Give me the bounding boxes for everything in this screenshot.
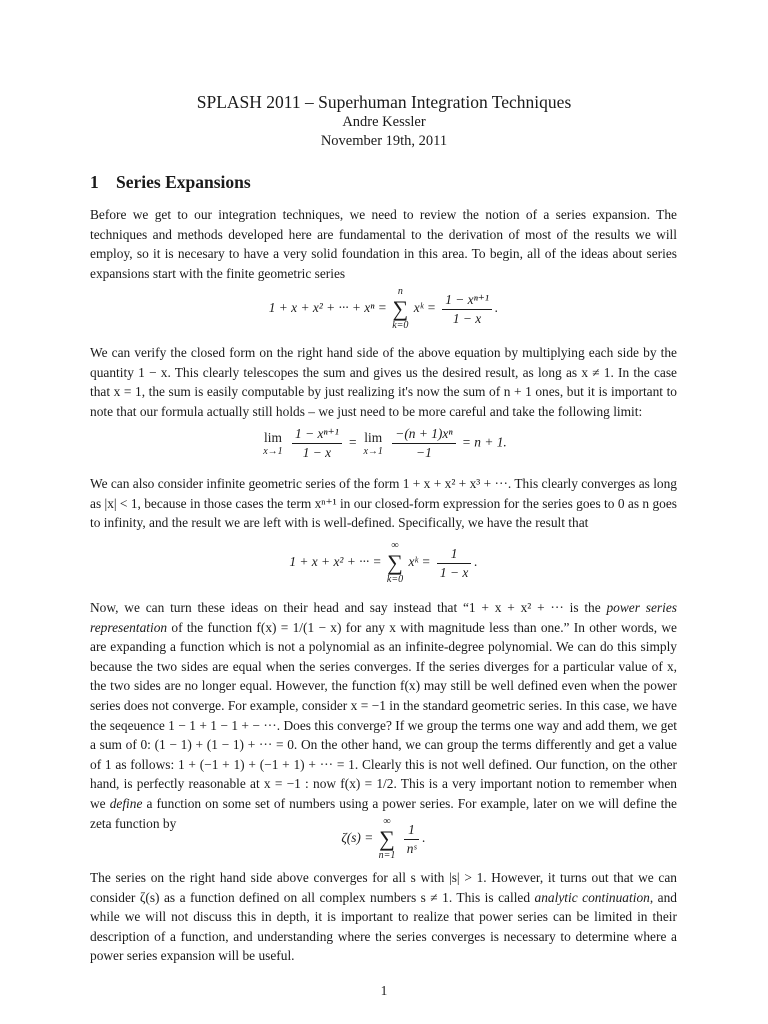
eq2-lim-sub: x→1: [263, 446, 283, 457]
eq4-sum-top: ∞: [383, 816, 391, 827]
eq3-sum-top: ∞: [391, 540, 399, 551]
eq1-numerator: 1 − xⁿ⁺¹: [442, 292, 492, 310]
eq1-sum-bottom: k=0: [392, 320, 409, 331]
p4-emphasis-power-series: power series representation: [90, 600, 677, 635]
document-title: SPLASH 2011 – Superhuman Integration Techniques: [196, 92, 572, 112]
p4-text-a: Now, we can turn these ideas on their head and say instead that “1 + x + x² + ··· is the: [90, 600, 607, 615]
p5-text-a: The series on the right hand side above converges for all s with |s| > 1. However, it turns out that we can consider ζ(s) as a function defined on all complex numbers s ≠ 1. This is called: [90, 870, 677, 905]
eq3-sum: [387, 540, 403, 586]
equation-finite-geometric: 1 + x + x² + ··· + xⁿ = n ∑ k=0 xᵏ = $\frac{\text{1 − xⁿ⁺¹}}{1 - x}$ .: [268, 286, 499, 331]
sigma-symbol: ∑: [387, 550, 403, 575]
eq4-lhs: ζ(s) =: [341, 830, 374, 846]
paragraph-power-series: [90, 598, 677, 833]
p4-text-c: a function on some set of numbers using a power series. For example, later on we will define the zeta function by: [90, 795, 677, 831]
eq2-rhs: = n + 1.: [461, 434, 507, 450]
eq2-lim-sub-2: x→1: [363, 446, 383, 457]
eq2-numerator-1: 1 − xⁿ⁺¹: [292, 426, 342, 444]
eq2-denominator-1: 1 − x: [302, 445, 332, 460]
eq3-denominator: 1 − x: [439, 564, 469, 580]
paragraph-infinite: We can also consider infinite geometric series of the form 1 + x + x² + x³ + ···. This clearly converges as long as |x| < 1, because in those cases the term xⁿ⁺¹ in our closed-form expression for the series goes to 0 as n goes to infinity, and the result we are left with is well-defined. Specifically, we have the result that: [90, 476, 677, 531]
eq4-numerator: 1: [404, 822, 420, 840]
section-title: Series Expansions: [116, 172, 251, 192]
p4-text-b: of the function f(x) = 1/(1 − x) for any x with magnitude less than one.” In other words, we are expanding a function which is not a polynomial as an infinite-degree polynomial. We can do this simply because the two sides are equal when the series converges. If the series diverges for a particular value of x, the two sides are no longer equal. However, the function f(x) may still be well defined even when the power series does not converge. For example, consider x = −1 in the standard geometric series. In this case, we have the seqeuence 1 − 1 + 1 − 1 + − ···. Does this converge? If we group the terms one way and add them, we get a sum of 0: (1 − 1) + (1 − 1) + ··· = 0. On the other hand, we can group the terms differently and get a value of 1 as follows: 1 + (−1 + 1) + (−1 + 1) + ··· = 1. Clearly this is not well defined. Our function, on the other hand, is perfectly reasonable at x = −1 : now f(x) = 1/2. This is a very important notion to remember when we: [90, 619, 677, 811]
eq2-limit-2: [363, 430, 382, 457]
eq4-sum: [379, 816, 396, 862]
eq4-denominator: nˢ: [406, 840, 417, 856]
section-number: 1: [90, 172, 99, 192]
eq2-numerator-2: −(n + 1)xⁿ: [392, 426, 455, 444]
eq3-numerator: 1: [437, 546, 471, 564]
title-block: [0, 92, 768, 151]
section-heading: [90, 172, 251, 193]
p4-emphasis-define: define: [109, 795, 143, 811]
eq2-denominator-2: −1: [416, 445, 432, 460]
eq2-lim-word-2: lim: [364, 430, 383, 445]
eq1-lhs: 1 + x + x² + ··· + xⁿ =: [268, 300, 387, 316]
equation-limit: [90, 426, 677, 461]
paragraph-intro: Before we get to our integration techniques, we need to review the notion of a series expansion. The techniques and methods developed here are fundamental to the derivation of most of the results we will employ, so it is necesary to have a very solid foundation in this area. To begin, all of the ideas about series expansions start with the finite geometric series: [90, 207, 677, 281]
sigma-symbol: ∑: [379, 826, 395, 851]
eq1-denominator: 1 − x: [452, 310, 482, 326]
eq3-term: xᵏ =: [408, 554, 431, 570]
eq1-sum-top: n: [397, 286, 403, 297]
equals-sign: =: [348, 434, 358, 450]
eq1-term: xᵏ =: [413, 300, 436, 316]
eq2-limit-1: [263, 430, 282, 457]
eq1-fraction: [442, 292, 492, 327]
author-name: Andre Kessler: [342, 114, 426, 130]
equation-infinite-geometric: 1 + x + x² + ··· = ∞ ∑ k=0 xᵏ = $\frac{1}{1 - x}$ .: [289, 540, 478, 585]
eq3-sum-bottom: k=0: [386, 574, 404, 585]
p5-text-b: , and while we will not discuss this in depth, it is important to realize that power series can be limited in their description of a function, and understanding where the series converges is necessary to determine where a power series expansion will be useful.: [90, 889, 677, 964]
eq1-sum: [392, 286, 408, 332]
page-number: 1: [380, 983, 388, 998]
paragraph-verify: We can verify the closed form on the right hand side of the above equation by multiplying each side by the quantity 1 − x. This clearly telescopes the sum and gives us the desired result, as long as x ≠ 1. In the case that x = 1, the sum is easily computable by just realizing it's now the sum of n + 1 ones, but it is important to note that our formula actually still holds – we just need to be more careful and take the following limit:: [90, 345, 677, 419]
eq3-fraction: [437, 546, 471, 581]
eq2-fraction-2: [392, 426, 455, 461]
eq2-fraction-1: [292, 426, 342, 461]
eq4-fraction: [404, 822, 420, 857]
paragraph-analytic-continuation: [90, 868, 677, 966]
eq2-lim-word: lim: [264, 430, 282, 445]
eq4-sum-bottom: n=1: [378, 850, 396, 861]
eq3-lhs: 1 + x + x² + ··· =: [289, 554, 382, 570]
equation-zeta: ζ(s) = ∞ ∑ n=1 $\frac{1}{\text{nˢ}}$ .: [341, 816, 426, 861]
sigma-symbol: ∑: [392, 296, 409, 321]
p5-emphasis: analytic continuation: [534, 889, 650, 905]
document-date: November 19th, 2011: [320, 133, 448, 149]
